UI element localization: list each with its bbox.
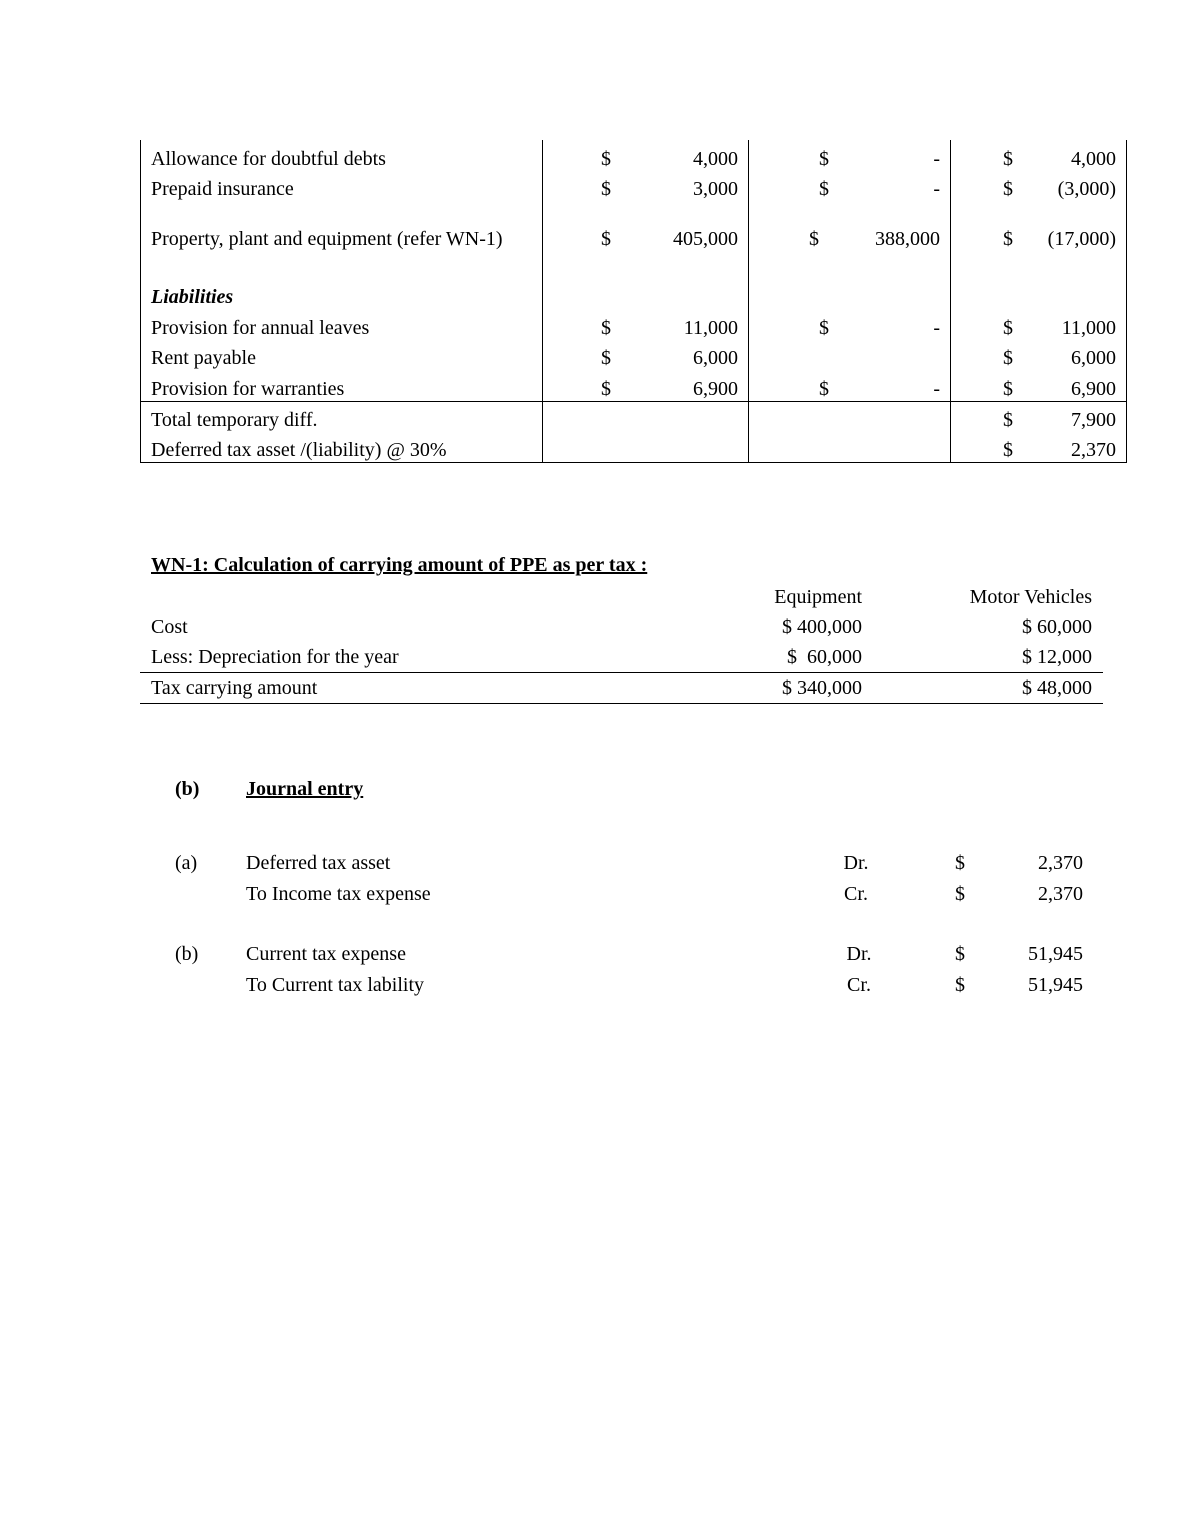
table-row <box>141 171 1127 201</box>
section-heading-row <box>141 277 1127 309</box>
entry-line-text: To Current tax lability <box>246 974 425 996</box>
currency: $ <box>601 228 611 250</box>
row-label: Less: Depreciation for the year <box>151 646 399 668</box>
currency: $ <box>1003 178 1013 200</box>
deferred-tax-value: 2,370 <box>1071 439 1116 461</box>
row-label: Allowance for doubtful debts <box>141 140 543 171</box>
amount: 51,945 <box>1028 943 1083 965</box>
amount: 51,945 <box>1028 974 1083 996</box>
equipment-header: Equipment <box>774 586 862 608</box>
wn1-header-row <box>140 582 1103 612</box>
temporary-difference: (17,000) <box>1047 228 1116 250</box>
row-label: Property, plant and equipment (refer WN-1) <box>141 201 543 251</box>
temporary-difference: 4,000 <box>1071 148 1116 170</box>
currency: $ <box>819 378 829 400</box>
tax-base: - <box>933 148 940 170</box>
carrying-amount: 6,000 <box>693 347 738 369</box>
total-label: Total temporary diff. <box>141 402 543 433</box>
equipment-value: $ 60,000 <box>787 646 862 668</box>
debit-credit: Dr. <box>843 852 869 874</box>
temporary-difference: 11,000 <box>1061 317 1116 339</box>
currency: $ <box>1003 148 1013 170</box>
tax-base: - <box>933 178 940 200</box>
row-label: Tax carrying amount <box>140 673 622 704</box>
total-temporary-difference: 7,900 <box>1071 409 1116 431</box>
table-row <box>141 140 1127 171</box>
currency: $ <box>819 148 829 170</box>
carrying-amount: 3,000 <box>693 178 738 200</box>
currency: $ <box>819 178 829 200</box>
entry-label: (a) <box>175 852 198 874</box>
currency: $ <box>955 883 965 905</box>
wn1-title: WN-1: Calculation of carrying amount of PPE as per tax : <box>151 554 648 576</box>
row-label: Rent payable <box>141 340 543 370</box>
currency: $ <box>601 317 611 339</box>
temporary-difference: 6,900 <box>1071 378 1116 400</box>
table-row <box>140 642 1103 673</box>
debit-credit: Cr. <box>844 883 868 905</box>
table-row <box>140 673 1103 704</box>
equipment-value: $ 400,000 <box>782 616 862 638</box>
entry-line-text: Deferred tax asset <box>246 852 391 874</box>
currency: $ <box>1003 228 1013 250</box>
table-row <box>141 201 1127 251</box>
currency: $ <box>819 317 829 339</box>
carrying-amount: 4,000 <box>693 148 738 170</box>
row-label: Provision for annual leaves <box>141 309 543 340</box>
carrying-amount: 11,000 <box>683 317 738 339</box>
debit-credit: Dr. <box>846 943 872 965</box>
currency: $ <box>1003 347 1013 369</box>
currency: $ <box>601 148 611 170</box>
spacer-row <box>141 251 1127 277</box>
row-label: Cost <box>151 616 188 638</box>
motor-vehicles-header: Motor Vehicles <box>969 586 1092 608</box>
temporary-differences-table <box>140 140 1127 463</box>
deferred-tax-label: Deferred tax asset /(liability) @ 30% <box>141 432 543 463</box>
motor-value: $ 60,000 <box>1022 616 1092 638</box>
table-row <box>140 612 1103 642</box>
tax-base: - <box>933 378 940 400</box>
currency: $ <box>1003 378 1013 400</box>
equipment-value: $ 340,000 <box>622 673 862 704</box>
temporary-difference: (3,000) <box>1057 178 1116 200</box>
deferred-tax-row <box>141 432 1127 463</box>
currency: $ <box>955 852 965 874</box>
amount: 2,370 <box>1038 852 1083 874</box>
motor-value: $ 12,000 <box>1022 646 1092 668</box>
carrying-amount: 405,000 <box>673 228 738 250</box>
wn1-table <box>140 582 1103 704</box>
currency: $ <box>955 943 965 965</box>
currency: $ <box>601 178 611 200</box>
row-label: Provision for warranties <box>141 370 543 402</box>
section-title: Journal entry <box>246 778 364 800</box>
amount: 2,370 <box>1038 883 1083 905</box>
table-row <box>141 309 1127 340</box>
total-row <box>141 402 1127 433</box>
currency: $ <box>601 378 611 400</box>
temporary-difference: 6,000 <box>1071 347 1116 369</box>
row-label: Prepaid insurance <box>141 171 543 201</box>
currency: $ <box>809 228 819 250</box>
currency: $ <box>1003 317 1013 339</box>
currency: $ <box>601 347 611 369</box>
table-row <box>141 340 1127 370</box>
entry-line-text: To Income tax expense <box>246 883 431 905</box>
entry-line-text: Current tax expense <box>246 943 406 965</box>
tax-base: 388,000 <box>875 228 940 250</box>
tax-base: - <box>933 317 940 339</box>
currency: $ <box>1003 439 1013 461</box>
section-label: (b) <box>175 778 200 800</box>
motor-value: $ 48,000 <box>862 673 1103 704</box>
debit-credit: Cr. <box>847 974 871 996</box>
liabilities-heading: Liabilities <box>141 277 543 309</box>
entry-label: (b) <box>175 943 199 965</box>
currency: $ <box>955 974 965 996</box>
table-row <box>141 370 1127 402</box>
carrying-amount: 6,900 <box>693 378 738 400</box>
currency: $ <box>1003 409 1013 431</box>
